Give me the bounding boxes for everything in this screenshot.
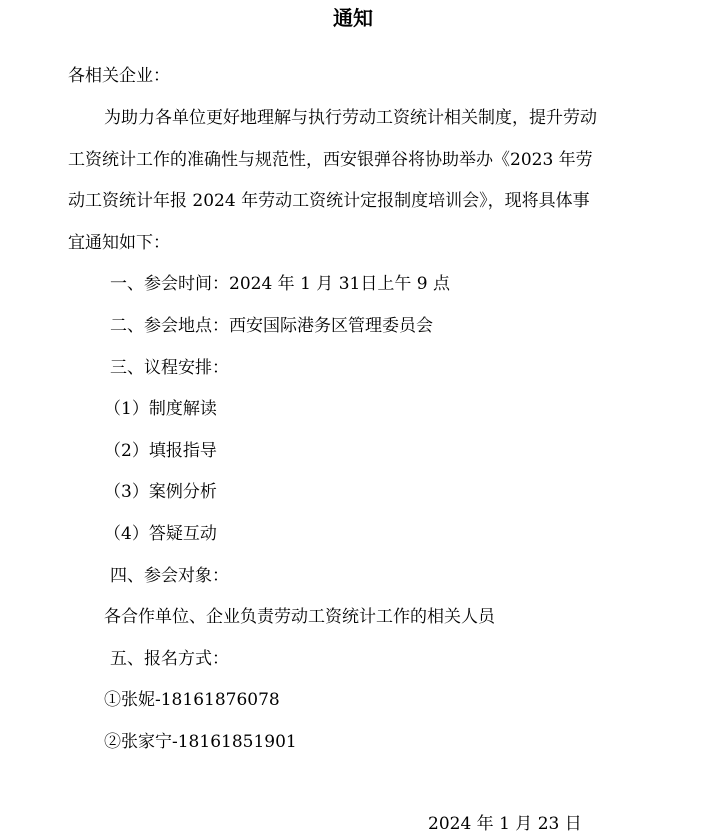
document-date: 2024 年 1 月 23 日 xyxy=(428,814,582,834)
agenda-item-3: （3）案例分析 xyxy=(104,482,217,502)
document-title: 通知 xyxy=(333,6,373,30)
contact-1: ①张妮-18161876078 xyxy=(104,690,280,710)
salutation: 各相关企业： xyxy=(68,66,170,86)
agenda-item-1: （1）制度解读 xyxy=(104,399,217,419)
contact-2: ②张家宁-18161851901 xyxy=(104,732,297,752)
audience-text: 各合作单位、企业负责劳动工资统计工作的相关人员 xyxy=(104,607,495,627)
body-line-2: 工资统计工作的准确性与规范性，西安银弹谷将协助举办《2023 年劳 xyxy=(68,150,593,170)
agenda-item-2: （2）填报指导 xyxy=(104,441,217,461)
agenda-heading: 三、议程安排： xyxy=(110,358,229,378)
body-line-3: 动工资统计年报 2024 年劳动工资统计定报制度培训会》，现将具体事 xyxy=(68,191,590,211)
agenda-item-4: （4）答疑互动 xyxy=(104,524,217,544)
meeting-location: 二、参会地点：西安国际港务区管理委员会 xyxy=(110,316,433,336)
body-line-1: 为助力各单位更好地理解与执行劳动工资统计相关制度，提升劳动 xyxy=(104,108,597,128)
audience-heading: 四、参会对象： xyxy=(110,566,229,586)
registration-heading: 五、报名方式： xyxy=(110,649,229,669)
meeting-time: 一、参会时间：2024 年 1 月 31日上午 9 点 xyxy=(110,274,450,294)
body-line-4: 宜通知如下： xyxy=(68,233,170,253)
